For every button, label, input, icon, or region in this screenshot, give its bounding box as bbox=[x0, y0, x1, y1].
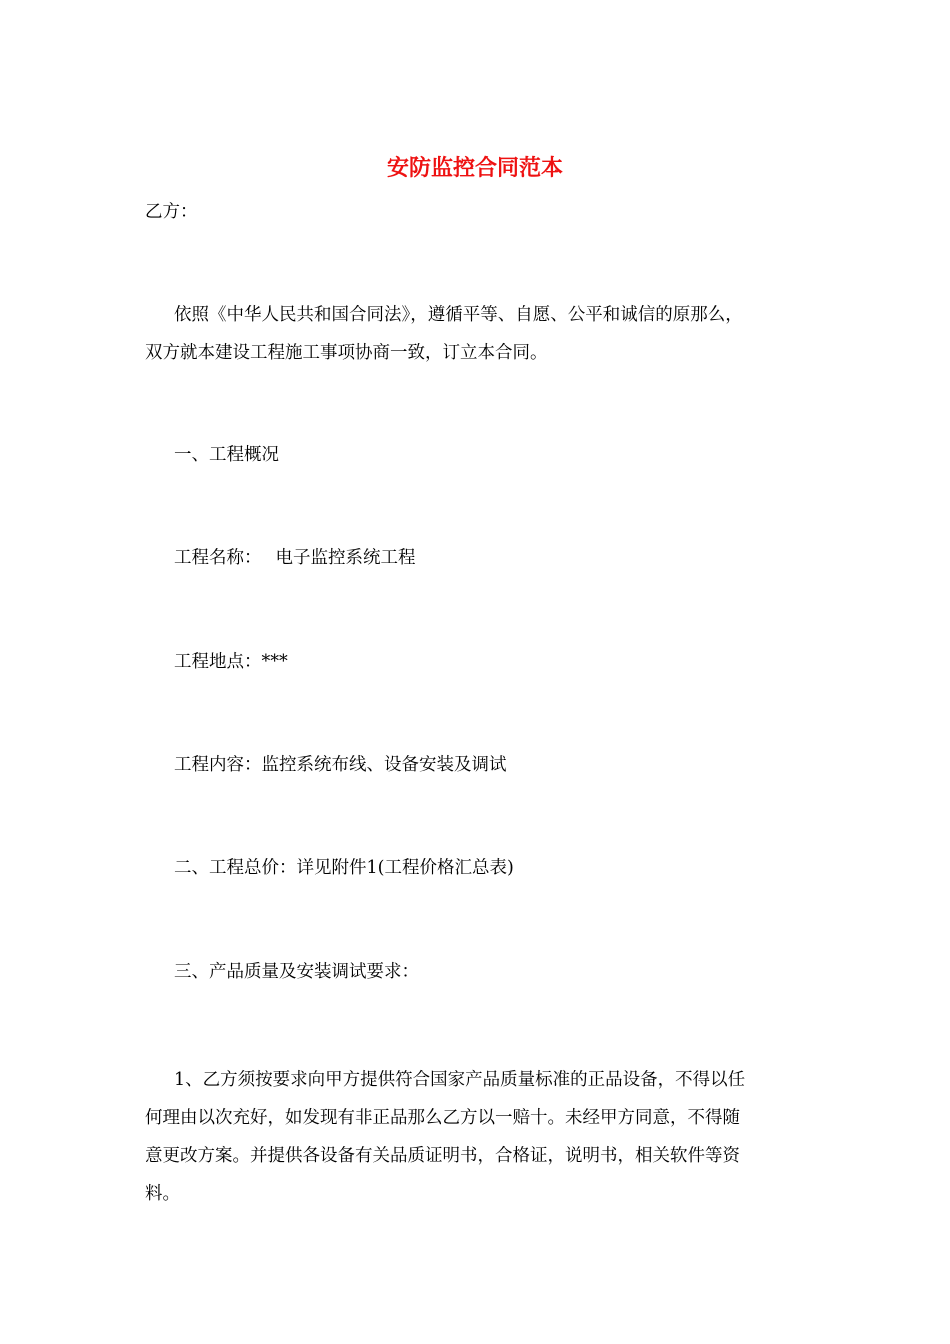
clause-line: 料。 bbox=[145, 1184, 180, 1204]
document-title: 安防监控合同范本 bbox=[386, 155, 563, 181]
project-name-value: 电子监控系统工程 bbox=[275, 548, 416, 568]
intro-line: 双方就本建设工程施工事项协商一致，订立本合同。 bbox=[145, 343, 548, 363]
clause-line: 意更改方案。并提供各设备有关品质证明书，合格证，说明书，相关软件等资 bbox=[145, 1146, 740, 1166]
section-heading-price: 二、工程总价：详见附件1(工程价格汇总表) bbox=[174, 858, 514, 878]
intro-line: 依照《中华人民共和国合同法》，遵循平等、自愿、公平和诚信的原那么， bbox=[174, 305, 743, 325]
section-heading-quality: 三、产品质量及安装调试要求： bbox=[174, 962, 419, 982]
project-name-label: 工程名称： bbox=[174, 548, 262, 568]
party-b-label: 乙方： bbox=[145, 202, 198, 222]
project-location: 工程地点：*** bbox=[174, 652, 288, 672]
project-name-row bbox=[174, 545, 416, 571]
section-heading-overview: 一、工程概况 bbox=[174, 445, 279, 465]
clause-line: 1、乙方须按要求向甲方提供符合国家产品质量标准的正品设备，不得以任 bbox=[174, 1070, 746, 1090]
clause-1-paragraph bbox=[145, 1061, 805, 1213]
clause-line: 何理由以次充好，如发现有非正品那么乙方以一赔十。未经甲方同意，不得随 bbox=[145, 1108, 740, 1128]
intro-paragraph bbox=[145, 296, 805, 372]
project-content: 工程内容：监控系统布线、设备安装及调试 bbox=[174, 755, 507, 775]
